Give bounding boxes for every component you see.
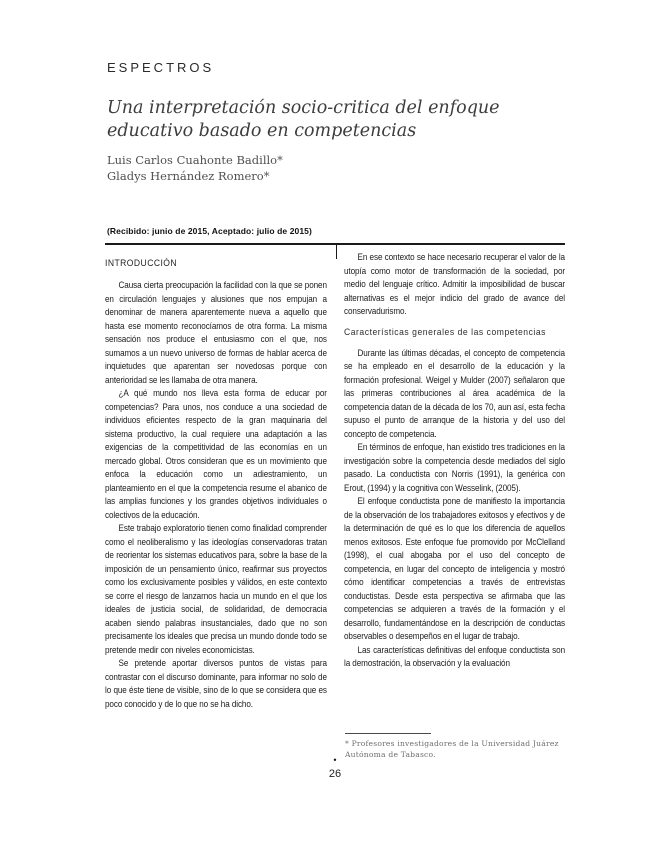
journal-section-label: ESPECTROS	[107, 60, 215, 75]
right-paragraph-2: En términos de enfoque, han existido tres tradiciones en la investigación sobre la competencia desde mediados del siglo pasado. La conductista con Norris (1991), la genérica con Erout, (1994) y la cognitiva con Wesselink, (2005).	[344, 442, 565, 493]
right-column	[344, 251, 565, 711]
right-column-content	[344, 251, 565, 671]
section-heading-caracteristicas: Características generales de las competencias	[344, 326, 547, 338]
footnote-text: * Profesores investigadores de la Universidad Juárez Autónoma de Tabasco.	[345, 739, 559, 759]
left-paragraph-2: ¿A qué mundo nos lleva esta forma de educar por competencias? Para unos, nos conduce a una sociedad de individuos eficientes respecto de la gran maquinaria del sistema productivo, la cual requiere una adaptación a las exigencias de la competitividad de las economías en un mercado global. Otros consideran que es un movimiento que enfoca la educación como un adiestramiento, un planteamiento en el que la competencia resume el abanico de las amplias funciones y los grandes objetivos individuales o colectivos de la educación.	[105, 388, 327, 520]
left-paragraph-4: Se pretende aportar diversos puntos de vistas para contrastar con el discurso dominante, para informar no solo de lo que éste tiene de visible, sino de lo que se considera que es poco conocido y de lo que no se ha dicho.	[105, 658, 327, 709]
left-paragraph-3: Este trabajo exploratorio tienen como finalidad comprender como el neoliberalismo y las ideologías conservadoras tratan de reorientar los sistemas educativos para, sobre la base de la imposición de un pensamiento único, reafirmar sus proyectos como los exclusivamente posibles y válidos, en este contexto se corre el riesgo de lanzarnos hacia un mundo en el que los ideales de justicia social, de solidaridad, de democracia acaben siendo palabras insustanciales, dado que no son precisamente los ideales que precisa un mundo donde todo se pretende medir con niveles economicistas.	[105, 523, 327, 655]
footer-bullet: •	[333, 755, 337, 765]
left-paragraph-1: Causa cierta preocupación la facilidad con la que se ponen en circulación lenguajes y alusiones que nos empujan a denominar de manera aparentemente nueva a aquello que hasta ese momento reconocíamos de otra forma. La misma sensación nos produce el entusiasmo con el que, nos sumamos a un nuevo universo de formas de hablar acerca de inquietudes que aparentan ser novedosas porque con anterioridad se les llamaba de otra manera.	[105, 280, 327, 385]
header-divider-rule	[105, 243, 565, 245]
left-column	[105, 251, 327, 711]
page-number: 26	[328, 768, 342, 780]
authors-block	[107, 153, 567, 184]
received-accepted-line: (Recibido: junio de 2015, Aceptado: julio de 2015)	[107, 226, 312, 236]
left-column-content	[105, 258, 327, 711]
footnote-rule	[345, 733, 431, 734]
article-header	[107, 60, 567, 184]
section-heading-introduccion: INTRODUCCIÓN	[105, 258, 178, 269]
two-column-body	[105, 251, 565, 711]
article-title: Una interpretación socio-critica del enfoque educativo basado en competencias	[107, 98, 500, 141]
author-name-1: Luis Carlos Cuahonte Badillo*	[107, 153, 283, 167]
author-name-2: Gladys Hernández Romero*	[107, 168, 270, 183]
page-footer	[105, 756, 565, 780]
right-paragraph-1: Durante las últimas décadas, el concepto de competencia se ha empleado en el desarrollo de la educación y la formación profesional. Weigel y Mulder (2007) señalaron que las primeras contribuciones al área académica de la competencia datan de la década de los 70, aun así, esta fecha supuso el punto de arranque de la historia y del uso del concepto de competencia.	[344, 347, 565, 439]
right-paragraph-3: El enfoque conductista pone de manifiesto la importancia de la observación de los trabajadores exitosos y efectivos y de la determinación de qué es lo que los diferencia de aquellos menos exitosos. Este enfoque fue promovido por McClelland (1998), el cual abogaba por el uso del concepto de competencia, en lugar del concepto de inteligencia y mostró cómo identificar competencias a través de entrevistas conductistas. Desde esta perspectiva se afirmaba que las competencias se adquieren a través de la formación y el desarrollo, fundamentándose en la descripción de conductas observables o desempeños en el lugar de trabajo.	[344, 496, 565, 641]
right-paragraph-4: Las características definitivas del enfoque conductista son la demostración, la observación y la evaluación	[344, 644, 565, 668]
right-intro-paragraph: En ese contexto se hace necesario recuperar el valor de la utopía como motor de transformación de la sociedad, por medio del lenguaje crítico. Admitir la imposibilidad de buscar alternativas es el mejor indicio del grado de avance del conservadurismo.	[344, 252, 565, 316]
